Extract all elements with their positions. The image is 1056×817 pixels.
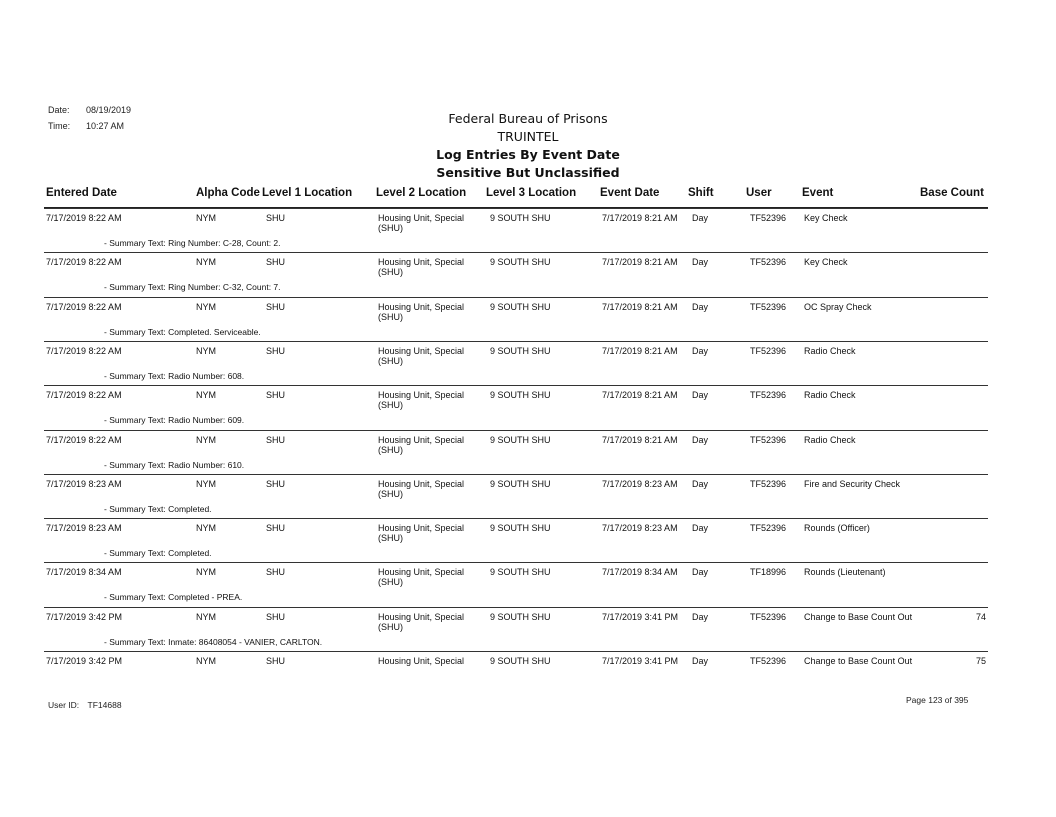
entered-date-cell: 7/17/2019 8:22 AM [46,213,122,223]
row-divider [44,562,988,563]
alpha-code-cell: NYM [196,301,216,312]
event-date-cell: 7/17/2019 8:21 AM [602,345,678,356]
event-date-cell: 7/17/2019 8:21 AM [602,213,678,223]
row-divider [44,252,988,253]
entered-date-cell: 7/17/2019 8:23 AM [46,523,122,534]
table-row [44,474,988,518]
event-cell: Fire and Security Check [804,478,901,489]
level3-cell: 9 SOUTH SHU [490,257,551,268]
table-row [44,297,988,341]
agency-name: Federal Bureau of Prisons [448,111,608,126]
row-divider [44,297,988,298]
summary-text: - Summary Text: Inmate: 86408054 - VANIER, CARLTON. [104,636,323,647]
entered-date-cell: 7/17/2019 3:42 PM [46,611,123,622]
level3-cell: 9 SOUTH SHU [490,345,551,356]
entered-date-cell: 7/17/2019 8:22 AM [46,257,122,268]
col-event: Event [802,187,834,199]
event-cell: Key Check [804,213,848,223]
entered-date-cell: 7/17/2019 8:23 AM [46,478,122,489]
shift-cell: Day [692,301,709,312]
event-cell: Rounds (Lieutenant) [804,567,886,578]
entered-date-cell: 7/17/2019 8:22 AM [46,345,122,356]
level2-cell: Housing Unit, Special (SHU) [378,213,465,233]
level3-cell: 9 SOUTH SHU [490,301,551,312]
col-event-date: Event Date [600,187,660,199]
summary-text: - Summary Text: Ring Number: C-28, Count: 2. [104,238,281,248]
level2-cell: Housing Unit, Special (SHU) [378,478,465,499]
event-cell: Rounds (Officer) [804,523,870,534]
user-id-label: User ID: [48,700,80,710]
shift-cell: Day [692,656,709,666]
col-user: User [746,187,772,199]
alpha-code-cell: NYM [196,611,216,622]
alpha-code-cell: NYM [196,257,216,268]
alpha-code-cell: NYM [196,390,216,401]
event-date-cell: 7/17/2019 8:21 AM [602,434,678,445]
alpha-code-cell: NYM [196,523,216,534]
level2-cell: Housing Unit, Special (SHU) [378,611,465,632]
col-base-count: Base Count [920,187,984,199]
row-divider [44,208,988,209]
table-header [44,183,988,208]
entered-date-cell: 7/17/2019 8:22 AM [46,301,122,312]
user-cell: TF52396 [750,656,787,666]
level2-cell: Housing Unit, Special [378,656,465,666]
shift-cell: Day [692,257,709,268]
level3-cell: 9 SOUTH SHU [490,523,551,534]
col-entered-date: Entered Date [46,187,117,199]
event-date-cell: 7/17/2019 8:23 AM [602,523,678,534]
col-level1: Level 1 Location [262,187,353,199]
user-cell: TF52396 [750,257,787,268]
summary-text: - Summary Text: Completed. [104,503,212,514]
alpha-code-cell: NYM [196,656,216,666]
page-number: Page 123 of 395 [906,695,969,705]
shift-cell: Day [692,434,709,445]
col-level3: Level 3 Location [486,187,577,199]
summary-text: - Summary Text: Completed - PREA. [104,592,243,603]
col-alpha-code: Alpha Code [196,187,260,199]
event-cell: Radio Check [804,345,856,356]
level1-cell: SHU [266,345,286,356]
event-cell: OC Spray Check [804,301,872,312]
user-cell: TF52396 [750,611,787,622]
col-shift: Shift [688,187,714,199]
table-row [44,562,988,606]
level3-cell: 9 SOUTH SHU [490,567,551,578]
table-row [44,518,988,562]
level2-cell: Housing Unit, Special (SHU) [378,434,465,455]
table-row [44,385,988,429]
level1-cell: SHU [266,257,286,268]
row-divider [44,430,988,431]
entered-date-cell: 7/17/2019 8:34 AM [46,567,122,578]
level3-cell: 9 SOUTH SHU [490,390,551,401]
summary-text: - Summary Text: Completed. [104,548,212,559]
time-label: Time: [48,121,71,131]
level3-cell: 9 SOUTH SHU [490,656,551,666]
row-divider [44,651,988,652]
level3-cell: 9 SOUTH SHU [490,213,551,223]
table-row [44,252,988,296]
event-date-cell: 7/17/2019 3:41 PM [602,611,679,622]
level2-cell: Housing Unit, Special (SHU) [378,567,465,588]
date-value: 08/19/2019 [86,105,132,115]
event-cell: Change to Base Count Out [804,656,913,666]
table-row [44,341,988,385]
user-cell: TF52396 [750,434,787,445]
level1-cell: SHU [266,523,286,534]
summary-text: - Summary Text: Radio Number: 610. [104,459,245,470]
level1-cell: SHU [266,656,286,666]
level1-cell: SHU [266,390,286,401]
entered-date-cell: 7/17/2019 8:22 AM [46,434,122,445]
level1-cell: SHU [266,567,286,578]
table-row [44,607,988,651]
event-date-cell: 7/17/2019 8:23 AM [602,478,678,489]
row-divider [44,341,988,342]
base-count-cell: 75 [975,656,986,666]
event-date-cell: 7/17/2019 8:21 AM [602,301,678,312]
table-row [44,208,988,252]
base-count-cell: 74 [975,611,986,622]
row-divider [44,474,988,475]
system-name: TRUINTEL [497,129,559,144]
event-cell: Radio Check [804,390,856,401]
level3-cell: 9 SOUTH SHU [490,611,551,622]
table-row [44,651,988,695]
user-cell: TF52396 [750,301,787,312]
alpha-code-cell: NYM [196,345,216,356]
user-cell: TF52396 [750,523,787,534]
event-cell: Key Check [804,257,848,268]
alpha-code-cell: NYM [196,213,216,223]
summary-text: - Summary Text: Radio Number: 608. [104,370,245,381]
user-cell: TF18996 [750,567,787,578]
report-title [0,110,1056,182]
level2-cell: Housing Unit, Special (SHU) [378,390,465,411]
user-cell: TF52396 [750,478,787,489]
event-date-cell: 7/17/2019 3:41 PM [602,656,679,666]
level2-cell: Housing Unit, Special (SHU) [378,257,465,278]
event-date-cell: 7/17/2019 8:21 AM [602,257,678,268]
shift-cell: Day [692,345,709,356]
level3-cell: 9 SOUTH SHU [490,478,551,489]
entered-date-cell: 7/17/2019 8:22 AM [46,390,122,401]
level2-cell: Housing Unit, Special (SHU) [378,301,465,322]
footer-user [48,700,122,710]
time-value: 10:27 AM [86,121,125,131]
alpha-code-cell: NYM [196,478,216,489]
level1-cell: SHU [266,213,286,223]
classification: Sensitive But Unclassified [436,165,620,180]
event-cell: Radio Check [804,434,856,445]
level1-cell: SHU [266,434,286,445]
alpha-code-cell: NYM [196,434,216,445]
shift-cell: Day [692,213,709,223]
report-name: Log Entries By Event Date [436,147,620,162]
date-label: Date: [48,105,70,115]
event-date-cell: 7/17/2019 8:21 AM [602,390,678,401]
row-divider [44,385,988,386]
shift-cell: Day [692,523,709,534]
shift-cell: Day [692,390,709,401]
level1-cell: SHU [266,611,286,622]
summary-text: - Summary Text: Completed. Serviceable. [104,326,261,337]
user-cell: TF52396 [750,213,787,223]
table-row [44,430,988,474]
level1-cell: SHU [266,301,286,312]
col-level2: Level 2 Location [376,187,467,199]
user-id-value: TF14688 [87,700,122,710]
event-date-cell: 7/17/2019 8:34 AM [602,567,678,578]
shift-cell: Day [692,567,709,578]
row-divider [44,518,988,519]
event-cell: Change to Base Count Out [804,611,913,622]
level2-cell: Housing Unit, Special (SHU) [378,523,465,544]
level3-cell: 9 SOUTH SHU [490,434,551,445]
row-divider [44,607,988,608]
shift-cell: Day [692,478,709,489]
alpha-code-cell: NYM [196,567,216,578]
user-cell: TF52396 [750,390,787,401]
shift-cell: Day [692,611,709,622]
user-cell: TF52396 [750,345,787,356]
summary-text: - Summary Text: Radio Number: 609. [104,415,245,426]
summary-text: - Summary Text: Ring Number: C-32, Count: 7. [104,282,281,293]
level1-cell: SHU [266,478,286,489]
level2-cell: Housing Unit, Special (SHU) [378,345,465,366]
entered-date-cell: 7/17/2019 3:42 PM [46,656,123,666]
